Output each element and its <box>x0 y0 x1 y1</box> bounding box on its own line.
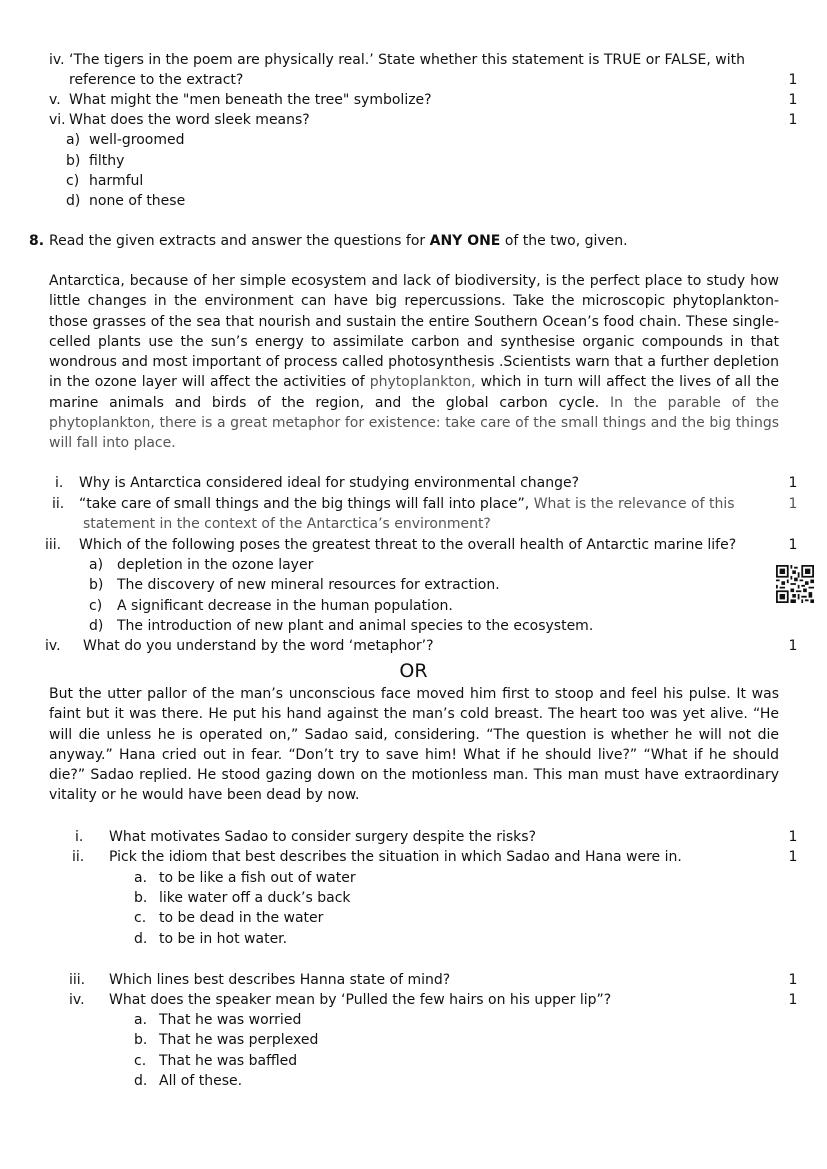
e2-q-iv-option-text: That he was perplexed <box>159 1032 319 1048</box>
e2-q-iv-option-label: d. <box>134 1073 148 1089</box>
e2-q-ii-option-label: a. <box>134 870 148 886</box>
qr-code-icon <box>776 565 814 603</box>
e1-q-iii-option-label: d) <box>89 618 104 634</box>
e1-q-iv-marks: 1 <box>788 638 798 654</box>
e2-q-i-marks: 1 <box>788 829 798 845</box>
q8-instruction-bold: ANY ONE <box>429 233 501 249</box>
e2-q-ii-marks: 1 <box>788 849 798 865</box>
e1-q-iii-option-text: The discovery of new mineral resources for extraction. <box>117 577 500 593</box>
e2-q-iv-option-label: a. <box>134 1012 148 1028</box>
e1-q-iv-text: What do you understand by the word ‘metaphor’? <box>83 638 434 654</box>
e2-q-ii-option-text: to be dead in the water <box>159 910 324 926</box>
e1-q-iii-option-label: a) <box>89 557 104 573</box>
q7-option-text: filthy <box>89 153 125 169</box>
q7-vi-text: What does the word sleek means? <box>69 112 310 128</box>
e2-q-ii-option-text: to be in hot water. <box>159 931 288 947</box>
q8-instruction-post: of the two, given. <box>504 233 628 249</box>
q7-option-text: none of these <box>89 193 186 209</box>
e2-q-iv-option-text: That he was baffled <box>159 1053 298 1069</box>
e1-q-ii-text <box>79 494 735 514</box>
q7-option-label: a) <box>66 132 81 148</box>
q7-iv-marks: 1 <box>788 72 798 88</box>
e2-q-ii-option-label: d. <box>134 931 148 947</box>
e1-q-i-number: i. <box>55 475 64 491</box>
e1-q-iii-option-label: b) <box>89 577 104 593</box>
e2-q-ii-option-text: like water off a duck’s back <box>159 890 351 906</box>
q7-option-label: d) <box>66 193 81 209</box>
q7-v-text: What might the "men beneath the tree" symbolize? <box>69 92 432 108</box>
e1-q-iv-number: iv. <box>45 638 61 654</box>
q7-option-label: b) <box>66 153 81 169</box>
e2-q-i-text: What motivates Sadao to consider surgery despite the risks? <box>109 829 536 845</box>
extract-2-paragraph: But the utter pallor of the man’s unconscious face moved him first to stoop and feel his pulse. It was faint but it was there. He put his hand against the man’s cold breast. The heart too was yet alive. “He will die unless he is operated on,” Sadao said, considering. “The question is whether he will not die anyway.” Hana cried out in fear. “Don’t try to save him! What if he should live?” “What if he should die?” Sadao replied. He stood gazing down on the motionless man. This man must have extraordinary vitality or he would have been dead by now. <box>49 686 779 804</box>
q8-number: 8. <box>29 233 45 249</box>
e2-q-iii-marks: 1 <box>788 972 798 988</box>
q7-iv-text-cont: reference to the extract? <box>69 72 244 88</box>
e2-q-iv-option-label: c. <box>134 1053 147 1069</box>
e1-q-iii-option-text: The introduction of new plant and animal species to the ecosystem. <box>117 618 594 634</box>
q7-vi-marks: 1 <box>788 112 798 128</box>
e1-q-ii-number: ii. <box>52 496 65 512</box>
e1-q-iii-option-text: A significant decrease in the human population. <box>117 598 453 614</box>
extract-1-gray-word: phytoplankton, <box>369 374 476 391</box>
e2-q-iv-option-text: All of these. <box>159 1073 243 1089</box>
extract-1-part1: Antarctica, because of her simple ecosystem and lack of biodiversity, is the perfect place to study how little changes in the environment can have big repercussions. Take the microscopic phytoplankton- those grasses of the sea that nourish and sustain the entire Southern Ocean’s food chain. These single-celled plants use the sun’s energy to assimilate carbon and synthesise organic compounds in that wondrous and most important of process called photosynthesis .Scientists warn that a further depletion in the ozone layer will affect the activities of <box>49 273 779 391</box>
e1-q-iii-marks: 1 <box>788 537 798 553</box>
q7-iv-number: iv. <box>49 52 65 68</box>
q8-instruction <box>49 231 628 251</box>
extract-1-part2: which in turn will affect the lives of all the marine animals and birds of the region, and the global carbon cycle. <box>49 374 780 411</box>
e2-q-iv-number: iv. <box>69 992 85 1008</box>
e1-q-ii-text-cont: statement in the context of the Antarctica’s environment? <box>83 516 491 532</box>
e2-q-iv-option-text: That he was worried <box>159 1012 302 1028</box>
q7-iv-text: ‘The tigers in the poem are physically real.’ State whether this statement is TRUE or FALSE, with <box>69 52 745 68</box>
q8-instruction-pre: Read the given extracts and answer the questions for <box>49 233 426 249</box>
extract-1-part3: In the parable of the phytoplankton, there is a great metaphor for existence: take care of the small things and the big things will fall into place. <box>49 394 779 452</box>
e2-q-ii-option-label: c. <box>134 910 147 926</box>
e2-q-iii-text: Which lines best describes Hanna state of mind? <box>109 972 451 988</box>
e1-q-ii-text-gray: What is the relevance of this <box>533 496 735 512</box>
q7-v-marks: 1 <box>788 92 798 108</box>
q7-v-number: v. <box>49 92 61 108</box>
e1-q-i-text: Why is Antarctica considered ideal for studying environmental change? <box>79 475 580 491</box>
e2-q-iii-number: iii. <box>69 972 86 988</box>
e2-q-iv-text: What does the speaker mean by ‘Pulled the few hairs on his upper lip”? <box>109 992 612 1008</box>
q7-option-label: c) <box>66 173 80 189</box>
or-separator: OR <box>399 660 428 682</box>
e2-q-ii-option-text: to be like a fish out of water <box>159 870 356 886</box>
e2-q-i-number: i. <box>75 829 84 845</box>
e1-q-iii-option-label: c) <box>89 598 103 614</box>
q7-option-text: harmful <box>89 173 144 189</box>
extract-1-paragraph <box>49 271 779 454</box>
e2-q-ii-number: ii. <box>72 849 85 865</box>
e2-q-ii-option-label: b. <box>134 890 148 906</box>
e2-q-iv-marks: 1 <box>788 992 798 1008</box>
q7-option-text: well-groomed <box>89 132 185 148</box>
e1-q-i-marks: 1 <box>788 475 798 491</box>
e1-q-iii-text: Which of the following poses the greatest threat to the overall health of Antarctic marine life? <box>79 537 737 553</box>
e1-q-iii-option-text: depletion in the ozone layer <box>117 557 314 573</box>
e1-q-ii-text-main: “take care of small things and the big things will fall into place”, <box>79 496 530 512</box>
q7-vi-number: vi. <box>49 112 66 128</box>
e1-q-ii-marks: 1 <box>788 496 798 512</box>
e2-q-iv-option-label: b. <box>134 1032 148 1048</box>
e1-q-iii-number: iii. <box>45 537 62 553</box>
e2-q-ii-text: Pick the idiom that best describes the situation in which Sadao and Hana were in. <box>109 849 682 865</box>
